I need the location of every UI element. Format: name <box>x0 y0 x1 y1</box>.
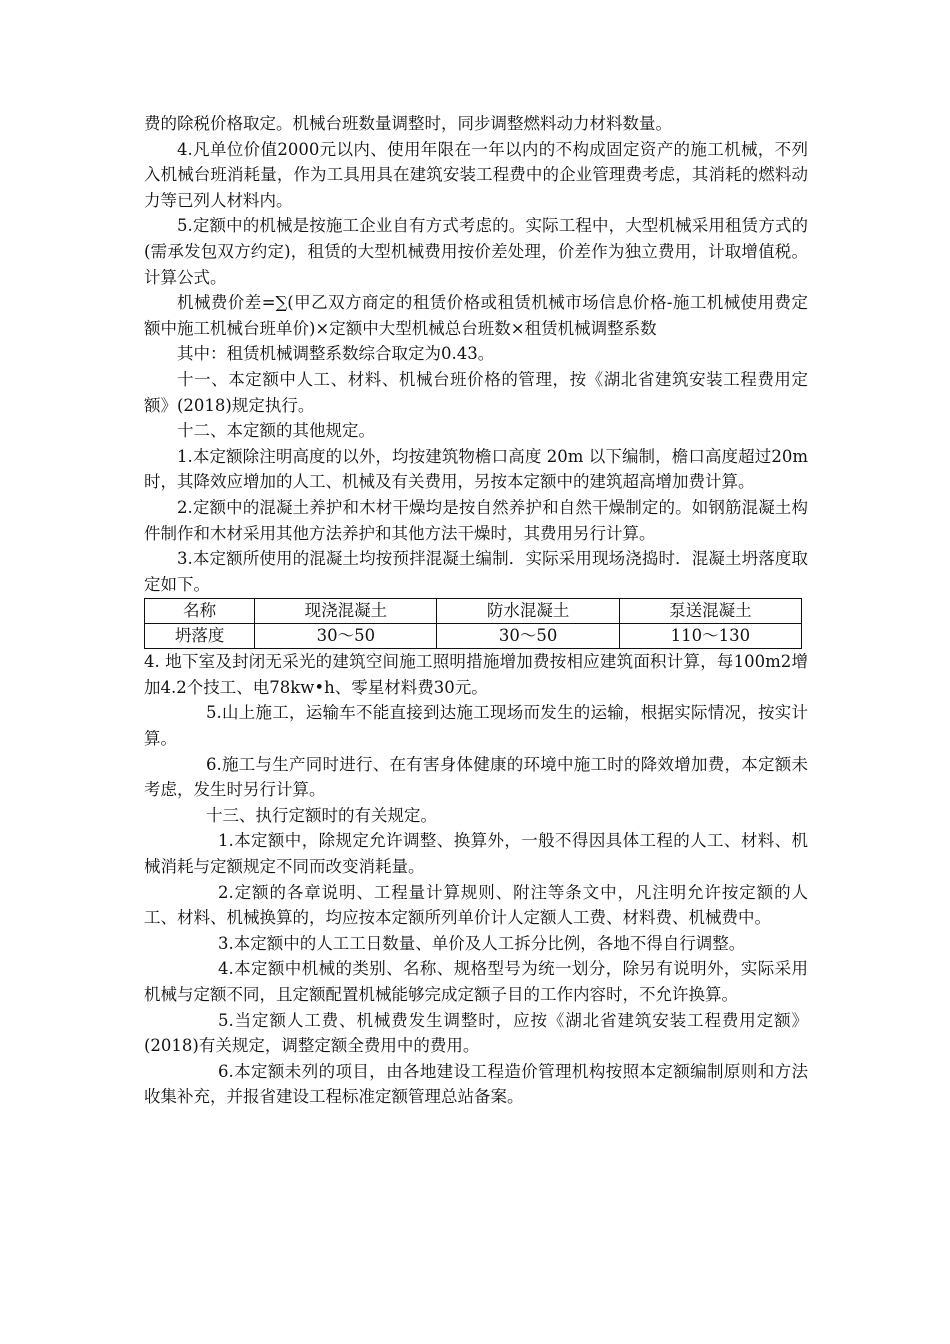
document-page <box>144 111 808 1110</box>
paragraph: 十二、本定额的其他规定。 <box>177 421 375 441</box>
table-cell: 30～50 <box>437 624 619 649</box>
paragraph: 机械费价差=∑(甲乙双方商定的租赁价格或租赁机械市场信息价格-施工机械使用费定额中施工机械台班单价)×定额中大型机械总台班数×租赁机械调整系数 <box>144 293 808 338</box>
paragraph: 4.凡单位价值2000元以内、使用年限在一年以内的不构成固定资产的施工机械，不列入机械台班消耗量，作为工具用具在建筑安装工程费中的企业管理费考虑，其消耗的燃料动力等已列人材料内。 <box>144 139 808 210</box>
paragraph: 4. 地下室及封闭无采光的建筑空间施工照明措施增加费按相应建筑面积计算，每100m2增加4.2个技工、电78kw•h、零星材料费30元。 <box>144 652 808 697</box>
paragraph: 4.本定额中机械的类别、名称、规格型号为统一划分，除另有说明外，实际采用机械与定额不同，且定额配置机械能够完成定额子目的工作内容时，不允许换算。 <box>144 959 808 1004</box>
paragraph: 3.本定额中的人工工日数量、单价及人工拆分比例，各地不得自行调整。 <box>218 933 746 953</box>
paragraph: 6.本定额未列的项目，由各地建设工程造价管理机构按照本定额编制原则和方法收集补充，并报省建设工程标准定额管理总站备案。 <box>144 1061 808 1107</box>
table-cell: 110～130 <box>619 624 801 649</box>
table-header-cell: 防水混凝土 <box>437 599 619 624</box>
paragraph: 2.定额的各章说明、工程量计算规则、附注等条文中，凡注明允许按定额的人工、材料、机械换算的，均应按本定额所列单价计人定额人工费、材料费、机械费中。 <box>144 882 808 928</box>
table-header-cell: 泵送混凝土 <box>619 599 801 624</box>
paragraph: 其中：租赁机械调整系数综合取定为0.43。 <box>177 344 495 364</box>
paragraph: 十一、本定额中人工、材料、机械台班价格的管理，按《湖北省建筑安装工程费用定额》(2018)规定执行。 <box>144 369 808 415</box>
paragraph: 1.本定额除注明高度的以外，均按建筑物檐口高度 20m 以下编制，檐口高度超过20m时，其降效应增加的人工、机械及有关费用，另按本定额中的建筑超高增加费计算。 <box>144 446 808 492</box>
paragraph: 1.本定额中，除规定允许调整、换算外，一般不得因具体工程的人工、材料、机械消耗与定额规定不同而改变消耗量。 <box>144 831 808 877</box>
table-cell: 30～50 <box>255 624 437 649</box>
table-row <box>145 624 802 649</box>
paragraph: 5.定额中的机械是按施工企业自有方式考虑的。实际工程中，大型机械采用租赁方式的(需承发包双方约定)，租赁的大型机械费用按价差处理，价差作为独立费用，计取增值税。计算公式。 <box>144 216 808 287</box>
table-header-row <box>145 599 802 624</box>
slump-table <box>144 598 802 649</box>
paragraph: 6.施工与生产同时进行、在有害身体健康的环境中施工时的降效增加费，本定额未考虑，发生时另行计算。 <box>144 754 808 800</box>
paragraph: 十三、执行定额时的有关规定。 <box>206 805 437 825</box>
paragraph: 2.定额中的混凝土养护和木材干燥均是按自然养护和自然干燥制定的。如钢筋混凝土构件制作和木材采用其他方法养护和其他方法干燥时，其费用另行计算。 <box>144 497 808 543</box>
table-cell: 坍落度 <box>145 624 255 649</box>
paragraph: 5.当定额人工费、机械费发生调整时，应按《湖北省建筑安装工程费用定额》(2018)有关规定，调整定额全费用中的费用。 <box>144 1010 808 1056</box>
table-header-cell: 名称 <box>145 599 255 624</box>
paragraph: 3.本定额所使用的混凝土均按预拌混凝土编制．实际采用现场浇捣时．混凝土坍落度取定如下。 <box>144 549 808 594</box>
paragraph: 5.山上施工，运输车不能直接到达施工现场而发生的运输，根据实际情况，按实计算。 <box>144 703 808 749</box>
paragraph: 费的除税价格取定。机械台班数量调整时，同步调整燃料动力材料数量。 <box>144 114 672 133</box>
table-header-cell: 现浇混凝土 <box>255 599 437 624</box>
